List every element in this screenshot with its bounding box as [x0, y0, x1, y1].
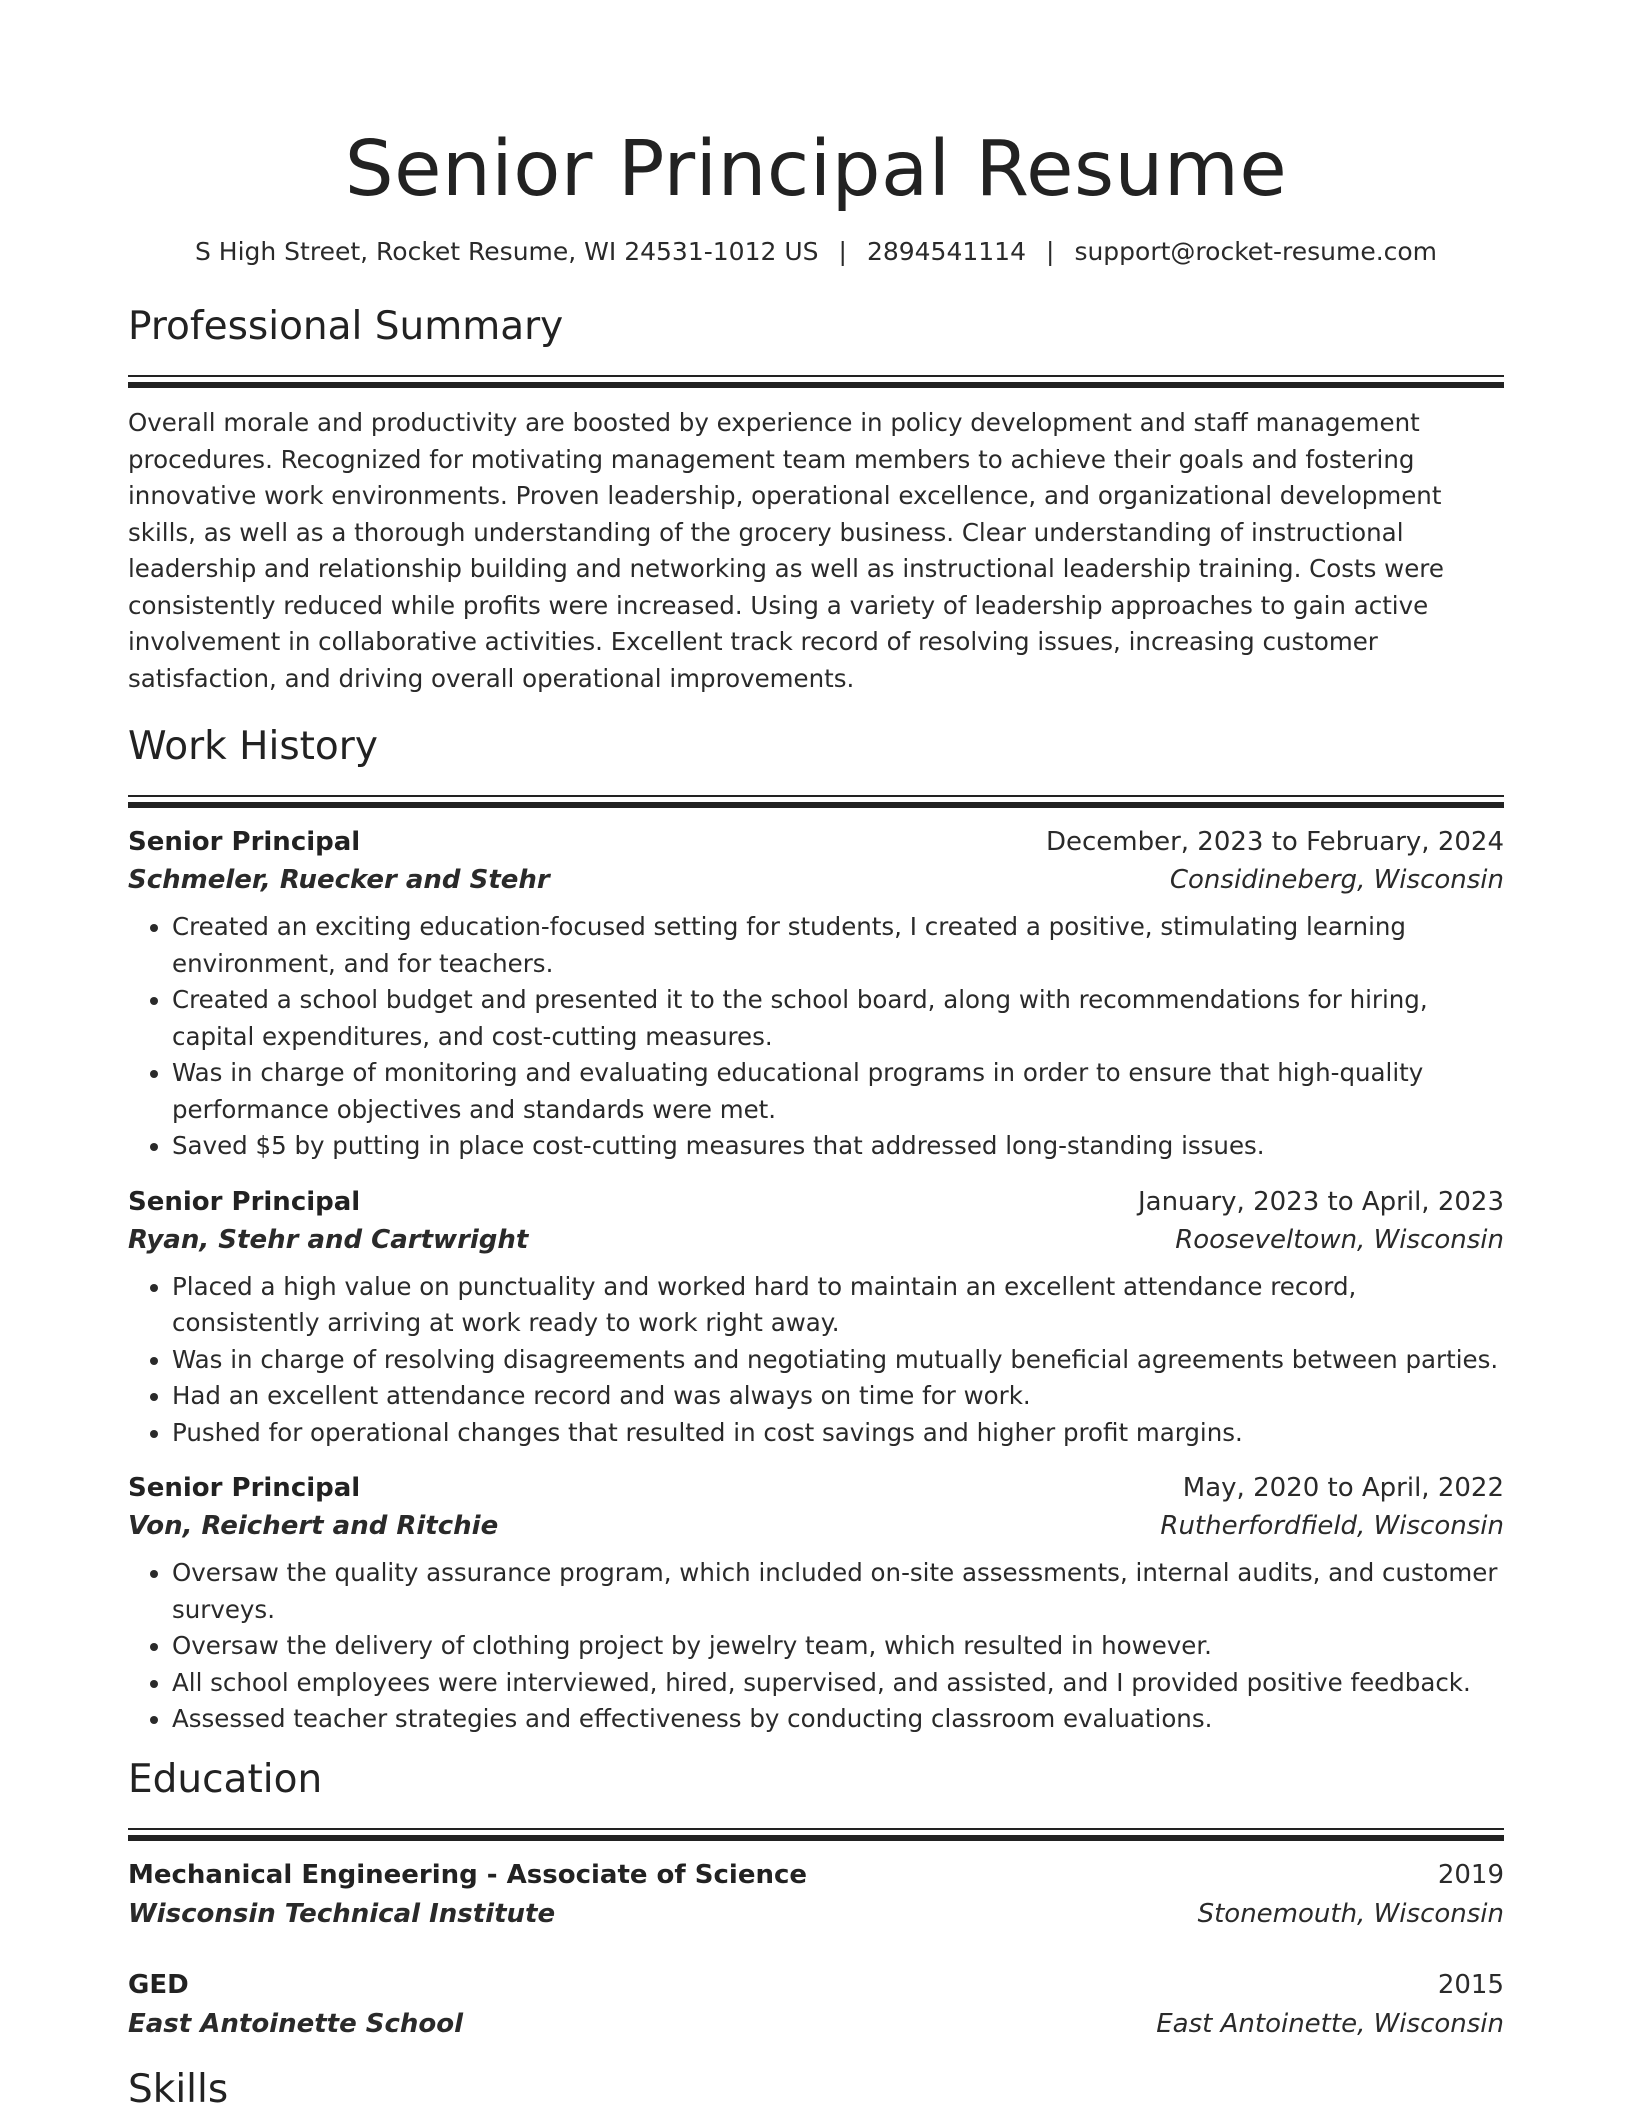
- education-location: East Antoinette, Wisconsin: [1156, 2008, 1504, 2039]
- job-location: Considineberg, Wisconsin: [1169, 865, 1504, 895]
- job-bullet: • Assessed teacher strategies and effectiveness by conducting classroom evaluations.: [172, 1701, 1504, 1738]
- job-bullet: • Oversaw the quality assurance program, which included on-site assessments, internal audits, and customer surveys.: [172, 1555, 1504, 1628]
- education-section: [128, 1756, 1504, 2044]
- education-school: Wisconsin Technical Institute: [128, 1898, 556, 1929]
- education-school-row: [128, 2005, 1504, 2044]
- education-degree: GED: [128, 1969, 189, 2000]
- education-entry: [128, 1856, 1504, 1934]
- job-dates: May, 2020 to April, 2022: [1182, 1473, 1504, 1503]
- job-dates: January, 2023 to April, 2023: [1137, 1186, 1504, 1217]
- contact-address: S High Street, Rocket Resume, WI 24531-1012 US: [194, 237, 819, 266]
- job-bullet: • Placed a high value on punctuality and worked hard to maintain an excellent attendance record, consistently arriving at work ready to work right away.: [172, 1269, 1504, 1342]
- job-dates: December, 2023 to February, 2024: [1045, 827, 1504, 857]
- section-heading-summary: Professional Summary: [128, 304, 564, 349]
- contact-separator: |: [838, 237, 847, 266]
- education-year: 2015: [1437, 1969, 1504, 2000]
- job-bullet: • Pushed for operational changes that resulted in cost savings and higher profit margins.: [172, 1415, 1504, 1452]
- education-location: Stonemouth, Wisconsin: [1197, 1898, 1504, 1929]
- job-bullet: • Created an exciting education-focused setting for students, I created a positive, stimulating learning environment, and for teachers.: [172, 909, 1504, 982]
- job-header-row: [128, 1183, 1504, 1221]
- job-entry: [128, 1183, 1504, 1452]
- job-header-row: [128, 823, 1504, 861]
- contact-email: support@rocket-resume.com: [1074, 237, 1438, 266]
- education-degree-row: [128, 1966, 1504, 2005]
- job-location: Rutherfordfield, Wisconsin: [1160, 1511, 1504, 1541]
- job-title: Senior Principal: [128, 1473, 361, 1503]
- job-title: Senior Principal: [128, 827, 361, 857]
- job-header-row: [128, 1469, 1504, 1507]
- education-school-row: [128, 1895, 1504, 1934]
- summary-text: Overall morale and productivity are boosted by experience in policy development and staff management procedures. Recognized for motivating management team members to achieve their goals and fostering innovative work environments. Proven leadership, operational excellence, and organizational development skills, as well as a thorough understanding of the grocery business. Clear understanding of instructional leadership and relationship building and networking as well as instructional leadership training. Costs were consistently reduced while profits were increased. Using a variety of leadership approaches to gain active involvement in collaborative activities. Excellent track record of resolving issues, increasing customer satisfaction, and driving overall operational improvements.: [128, 408, 1444, 693]
- education-school: East Antoinette School: [128, 2008, 464, 2039]
- job-bullet: • Oversaw the delivery of clothing project by jewelry team, which resulted in however.: [172, 1628, 1504, 1665]
- job-bullet: • Saved $5 by putting in place cost-cutting measures that addressed long-standing issues.: [172, 1128, 1504, 1165]
- section-heading-work-history: Work History: [128, 724, 378, 769]
- job-company-row: [128, 861, 1504, 899]
- job-company: Von, Reichert and Ritchie: [128, 1511, 499, 1541]
- skills-section: [128, 2066, 1504, 2114]
- job-bullet: • Was in charge of resolving disagreements and negotiating mutually beneficial agreements between parties.: [172, 1342, 1504, 1379]
- job-entry: [128, 823, 1504, 1165]
- job-company: Schmeler, Ruecker and Stehr: [128, 865, 550, 895]
- section-divider: [128, 375, 1504, 389]
- job-company-row: [128, 1507, 1504, 1545]
- contact-phone: 2894541114: [866, 237, 1026, 266]
- job-bullet-list: [128, 1555, 1504, 1738]
- job-bullet: • All school employees were interviewed, hired, supervised, and assisted, and I provided positive feedback.: [172, 1665, 1504, 1702]
- section-divider: [128, 1828, 1504, 1842]
- job-company: Ryan, Stehr and Cartwright: [128, 1224, 529, 1255]
- education-degree-row: [128, 1856, 1504, 1895]
- job-bullet-list: [128, 909, 1504, 1165]
- job-company-row: [128, 1221, 1504, 1259]
- job-bullet: • Created a school budget and presented it to the school board, along with recommendations for hiring, capital expenditures, and cost-cutting measures.: [172, 982, 1504, 1055]
- contact-separator: |: [1046, 237, 1055, 266]
- section-heading-skills: Skills: [128, 2066, 229, 2112]
- section-divider: [128, 795, 1504, 809]
- job-title: Senior Principal: [128, 1186, 361, 1217]
- education-year: 2019: [1437, 1859, 1504, 1890]
- education-entry: [128, 1966, 1504, 2044]
- job-bullet-list: [128, 1269, 1504, 1452]
- summary-section: [128, 303, 1504, 697]
- section-heading-education: Education: [128, 1756, 323, 1802]
- education-degree: Mechanical Engineering - Associate of Science: [128, 1859, 808, 1890]
- resume-title: Senior Principal Resume: [344, 125, 1288, 214]
- job-bullet: • Was in charge of monitoring and evaluating educational programs in order to ensure that high-quality performance objectives and standards were met.: [172, 1055, 1504, 1128]
- work-history-section: [128, 723, 1504, 1738]
- job-location: Rooseveltown, Wisconsin: [1175, 1224, 1504, 1255]
- job-bullet: • Had an excellent attendance record and was always on time for work.: [172, 1378, 1504, 1415]
- job-entry: [128, 1469, 1504, 1738]
- contact-line: [128, 235, 1504, 269]
